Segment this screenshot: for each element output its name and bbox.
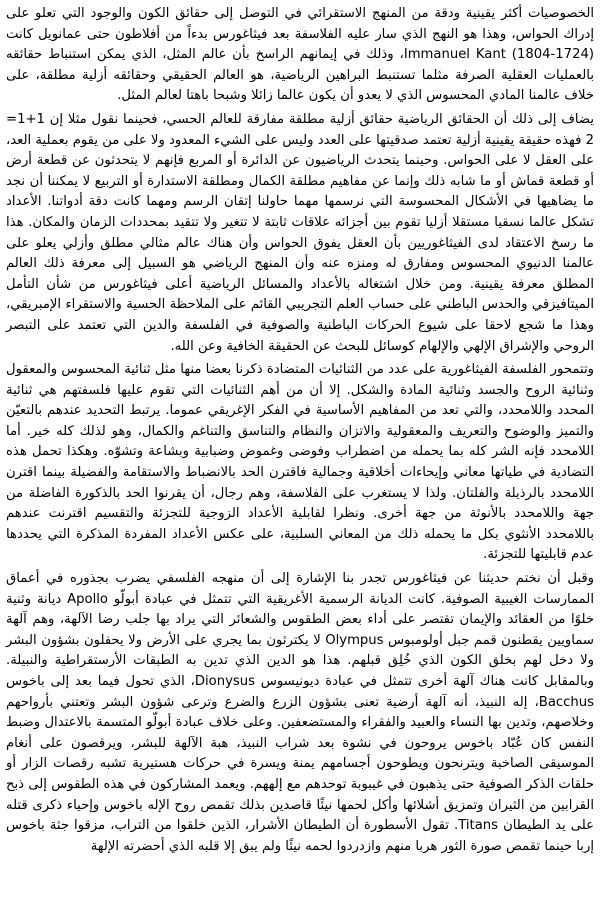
paragraph-2: يضاف إلى ذلك أن الحقائق الرياضية حقائق أزلية مطلقة مفارقة للعالم الحسي، فحينما نقول مثلا إن 1+1= 2 فهذه حقيقة يقينية أزلية تعتمد صدقيتها على العدد وليس على الشيء المعدود ولا على من يقوم بعملية العد، على العقل لا على الحواس. وحينما يتحدث الرياضيون عن الدائرة أو المربع فإنهم لا يتحدثون عن قطعة أرض أو قطعة قماش أو ما شابه ذلك وإنما عن مفاهيم مطلقة الكمال ومطلقة الاستدارة أو التربيع لا يمكننا أن نجد ما يضاهيها في الأشكال المحسوسة التي نرسمها مهما حاولنا إتقان الرسم ومهما كانت دقة أدواتنا. الأعداد تشكل عالما نسقيا مستقلا أزليا تقوم بين أجزائه علاقات ثابتة لا تتغير ولا تتقيد بمحددات الزمان والمكان. هذا ما رسخ الاعتقاد لدى الفيثاغوريين بأن العقل يفوق الحواس وأن هناك عالم مثالي مطلق وأزلي يعلو على عالمنا الدنيوي المحسوس ومفارق له ومنزه عنه وأن المنهج الرياضي هو السبيل إلى معرفة ذلك العالم المطلق معرفة يقينية. ومن خلال اشتغاله بالأعداد والمسائل الرياضية أعلى فيثاغورس من شأن التأمل الميتافيزقي والحدس الباطني على حساب العلم التجريبي القائم على الملاحظة الحسية والاستقراء الإمبريقي، وهذا ما شجع لاحقا على شيوع الحركات الباطنية والصوفية في الفلسفة والدين التي تعتمد على التبصر الروحي والإشراق الإلهي والإلهام كوسائل للبحث عن الحقيقة الخافية وعن الله. <box>6 111 594 354</box>
paragraph-1: الخصوصيات أكثر يقينية ودقة من المنهج الاستقرائي في التوصل إلى حقائق الكون والوجود التي تعلو على إدراك الحواس، وهذا هو النهج الذي سار عليه الفلاسفة بعد فيثاغورس بدءاً من أفلاطون حتى عمانويل كانت (1724-1804) Immanuel Kant، وذلك في إيمانهم الراسخ بأن عالم المثل، الذي يمكن استنباط حقائقه بالعمليات العقلية الصرفة مثلما تستنبط البراهين الرياضية، هو العالم الحقيقي وحقائقه أزلية مطلقة، على خلاف عالمنا المادي المحسوس الذي لا يعدو أن يكون عالما زائلا وشبحا باهتا لعالم المثل. <box>6 6 595 104</box>
paragraph-3: وتتمحور الفلسفة الفيثاغورية على عدد من الثنائيات المتضادة ذكرنا بعضا منها مثل ثنائية المحسوس والمعقول وثنائية الروح والجسد وثنائية المادة والشكل. إلا أن من أهم الثنائيات التي تقوم عليها فلسفتهم هي ثنائية المحدد واللامحدد، والتي تعد من المفاهيم الأساسية في الفكر الإغريقي عموما. يرتبط التحديد عندهم بالتعيّن والتميز والوضوح والتعريف والمعقولية والاتزان والنظام والتناسق والتناغم والكمال، وهو لذلك كله خير. أما اللامحدد فإنه الشر كله بما يحمله من اضطراب وفوضى وغموض وضبابية وبشاعة وتشوّه. وهكذا تحمل هذه التضادية في طياتها معاني وإيحاءات أخلاقية وجمالية فاقترن الحد بالانضباط والاستقامة والفضيلة بينما اقترن اللامحدد بالرذيلة والفلتان. ولذا لا يستغرب على الفلاسفة، وهم رجال، أن يقرنوا الحد بالذكورة الفاضلة من جهة واللامحدد بالأنوثة من جهة أخرى. ونظرا لقابلية الأعداد الزوجية للتجزئة والتقسيم اقترنت عندهم باللامحدد الأنثوي بكل ما يحمله ذلك من المعاني السلبية، على عكس الأعداد المفردة المذكرة التي يحددها عدم قابليتها للتجزئة. <box>6 362 594 563</box>
paragraph-4: وقبل أن نختم حديثنا عن فيثاغورس تجدر بنا الإشارة إلى أن منهجه الفلسفي يضرب بجذوره في أعماق الممارسات الغيبية الصوفية. كانت الديانة الرسمية الأغريقية التي تتمثل في عبادة أبولّو Apollo ديانة وثنية خلوًا من العقائد والإيمان تقتصر على أداء بعض الطقوس والشعائر التي يراد بها جلب رضا الآلهة، وهم آلهة سماويين يقطنون قمم جبل أولومبوس Olympus لا يكترثون بما يجري على الأرض ولا يحفلون بشؤون البشر ولا دخل لهم بخلق الكون الذي خُلِق قبلهم. هذا هو الدين الذي تدين به الطبقات الأرستقراطية والنبيلة. وبالمقابل كانت هناك آلهة أخرى تتمثل في عبادة ديونيسوس Dionysus، الذي تحول فيما بعد إلى باخوس Bacchus، إله النبيذ، أنه آلهة أرضية تعنى بشؤون الزرع والضرع وترعى شؤون البشر وتعتني بأرواحهم وخلاصهم، وتدين بها النساء والعبيد والفقراء والمستضعفين. وعلى خلاف عبادة أبولّو المتسمة بالاعتدال وضبط النفس كان عُبّاد باخوس يروحون في نشوة بعد شراب النبيذ، هبة الآلهة للبشر، ويرقصون على أنغام الموسيقى الصاخبة ويترنحون ويطوحون أجسامهم يمنة ويسرة في حركات هستيرية تشبه رقصات الزار أو حلقات الذكر الصوفية حتى يذهبون في غيبوبة توحدهم مع إلههم. ويعمد المشاركون في هذه الطقوس إلى ذبح القرابين من الثيران وتمزيق أشلائها وأكل لحمها نيئًا قاصدين بذلك تقمص روح الإله باخوس وإحياء ذكرى قتله على يد الطيطان Titans. تقول الأسطورة أن الطيطان الأشرار، الذين خلقوا من التراب، مزقوا جثة باخوس إربا حينما تقمص صورة الثور هربا منهم وازدردوا لحمه نيئًا ولم يبق إلا قلبه الذي أحضرته الإلهة <box>6 571 595 854</box>
